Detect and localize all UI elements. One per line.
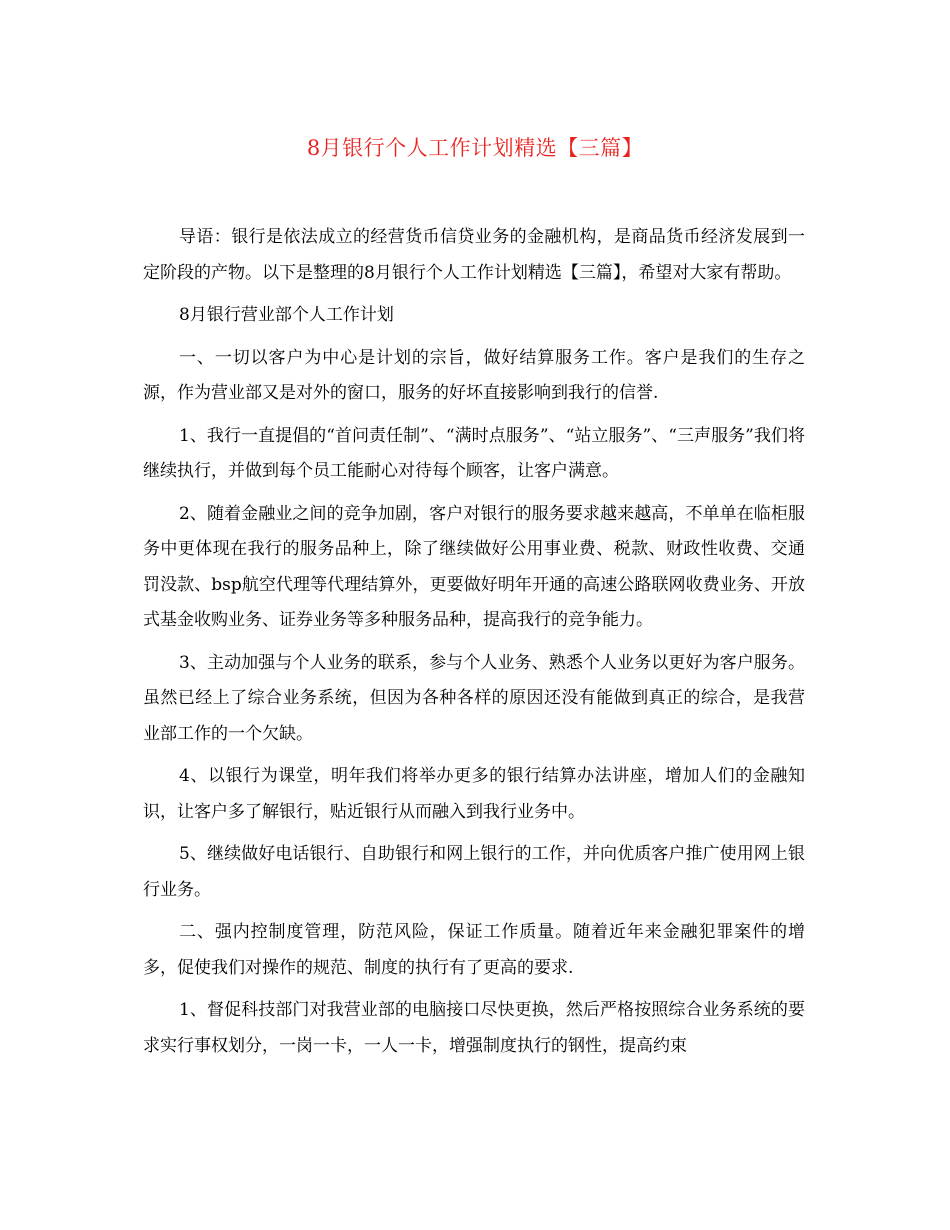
- paragraph: 1、我行一直提倡的“首问责任制”、“满时点服务”、“站立服务”、“三声服务”我们将继续执行，并做到每个员工能耐心对待每个顾客，让客户满意。: [143, 425, 805, 481]
- paragraph: 1、督促科技部门对我营业部的电脑接口尽快更换，然后严格按照综合业务系统的要求实行事权划分，一岗一卡，一人一卡，增强制度执行的钢性，提高约束: [143, 1000, 805, 1056]
- document-body: [143, 220, 805, 1071]
- paragraph: 2、随着金融业之间的竞争加剧，客户对银行的服务要求越来越高，不单单在临柜服务中更体现在我行的服务品种上，除了继续做好公用事业费、税款、财政性收费、交通罚没款、bsp航空代理等代理结算外，更要做好明年开通的高速公路联网收费业务、开放式基金收购业务、证券业务等多种服务品种，提高我行的竞争能力。: [143, 503, 805, 630]
- paragraph-intro: 导语：银行是依法成立的经营货币信贷业务的金融机构，是商品货币经济发展到一定阶段的产物。以下是整理的8月银行个人工作计划精选【三篇】，希望对大家有帮助。: [143, 227, 805, 283]
- paragraph: 一、一切以客户为中心是计划的宗旨，做好结算服务工作。客户是我们的生存之源，作为营业部又是对外的窗口，服务的好坏直接影响到我行的信誉.: [143, 347, 805, 403]
- paragraph: 3、主动加强与个人业务的联系，参与个人业务、熟悉个人业务以更好为客户服务。虽然已经上了综合业务系统，但因为各种各样的原因还没有能做到真正的综合，是我营业部工作的一个欠缺。: [143, 652, 805, 744]
- paragraph: 二、强内控制度管理，防范风险，保证工作质量。随着近年来金融犯罪案件的增多，促使我们对操作的规范、制度的执行有了更高的要求.: [143, 922, 805, 978]
- paragraph: 4、以银行为课堂，明年我们将举办更多的银行结算办法讲座，增加人们的金融知识，让客户多了解银行，贴近银行从而融入到我行业务中。: [143, 766, 805, 822]
- document-title: 8月银行个人工作计划精选【三篇】: [306, 136, 644, 160]
- paragraph: 5、继续做好电话银行、自助银行和网上银行的工作，并向优质客户推广使用网上银行业务。: [143, 844, 805, 900]
- section-heading: 8月银行营业部个人工作计划: [179, 305, 394, 325]
